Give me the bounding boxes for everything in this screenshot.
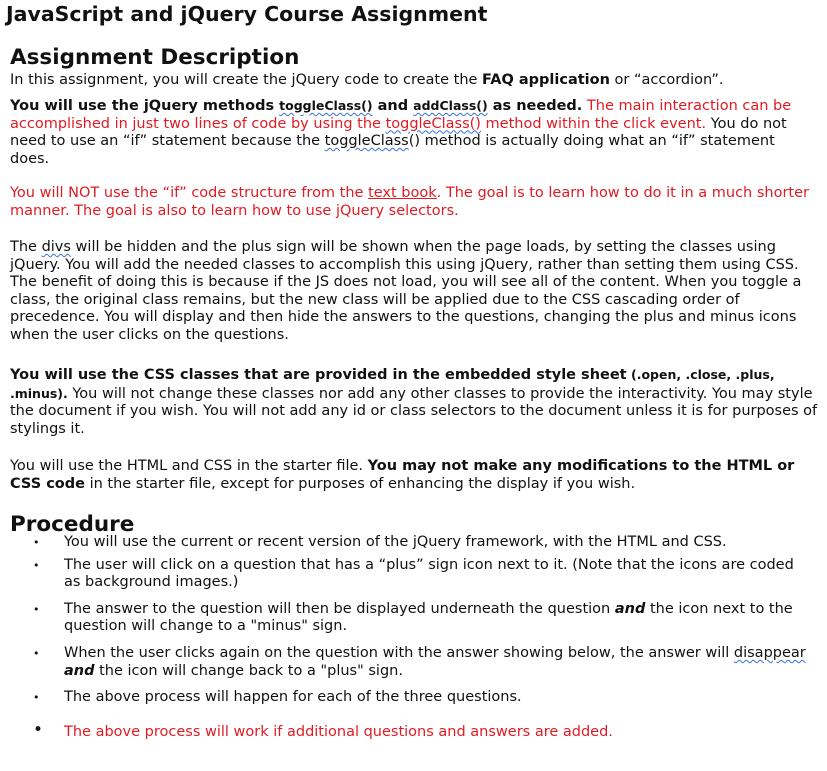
methods-paragraph bbox=[10, 97, 818, 168]
procedure-item-text: The answer to the question will then be displayed underneath the question bbox=[64, 600, 615, 617]
procedure-item-emphasis: and bbox=[614, 600, 646, 617]
procedure-item-text: The above process will happen for each of the three questions. bbox=[64, 689, 522, 706]
toggleclass-method-red: toggleClass() bbox=[385, 115, 481, 132]
document-title: JavaScript and jQuery Course Assignment bbox=[6, 2, 488, 26]
assignment-description-heading: Assignment Description bbox=[10, 45, 300, 70]
procedure-item-text-end: the icon will change back to a "plus" sign. bbox=[94, 662, 403, 679]
no-if-paragraph bbox=[10, 185, 818, 220]
divs-word: divs bbox=[41, 239, 71, 255]
css-classes-paragraph bbox=[10, 366, 818, 438]
divs-text-start: The bbox=[10, 239, 42, 255]
intro-paragraph bbox=[10, 72, 818, 90]
methods-bold-and: and bbox=[372, 98, 414, 114]
procedure-list bbox=[24, 534, 814, 741]
procedure-item-text: The above process will work if additional questions and answers are added. bbox=[64, 723, 613, 740]
starter-file-text-end: in the starter file, except for purposes of enhancing the display if you wish. bbox=[84, 475, 636, 492]
css-classes-list: (.open, .close, .plus, .minus). bbox=[10, 367, 775, 401]
procedure-item-emphasis: and bbox=[64, 662, 95, 679]
methods-red-end: method within the click event. bbox=[480, 115, 707, 132]
procedure-item bbox=[24, 557, 814, 592]
methods-note-end: () method is actually doing what an “if” statement does. bbox=[10, 133, 775, 167]
css-classes-bold-text: You will use the CSS classes that are provided in the embedded style sheet bbox=[10, 367, 627, 383]
starter-file-text: You will use the HTML and CSS in the starter file. bbox=[10, 458, 368, 474]
no-modifications-text: You may not make any modifications to the HTML or CSS code bbox=[10, 458, 795, 492]
methods-bold-text: You will use the jQuery methods bbox=[10, 98, 280, 114]
disappear-word: disappear bbox=[733, 644, 806, 661]
procedure-item bbox=[24, 689, 814, 707]
toggleclass-method: toggleClass() bbox=[279, 98, 373, 113]
starter-file-paragraph bbox=[10, 458, 818, 493]
addclass-method: addClass() bbox=[413, 98, 488, 113]
methods-note: You do not need to use an “if” statement because the bbox=[10, 115, 787, 150]
procedure-item bbox=[24, 724, 814, 742]
procedure-item-text-end: the icon next to the question will change to a "minus" sign. bbox=[64, 600, 793, 635]
intro-text: In this assignment, you will create the jQuery code to create the bbox=[10, 72, 483, 88]
procedure-item-text: When the user clicks again on the question with the answer showing below, the answer will bbox=[64, 644, 734, 661]
methods-bold-end: as needed. bbox=[487, 98, 583, 114]
procedure-item-text: The user will click on a question that has a “plus” sign icon next to it. (Note that the icons are coded as background images.) bbox=[64, 556, 794, 591]
faq-application-text: FAQ application bbox=[482, 72, 610, 88]
toggleclass-method-note: toggleClass bbox=[324, 133, 409, 150]
procedure-item bbox=[24, 534, 814, 552]
divs-text: will be hidden and the plus sign will be shown when the page loads, by setting the classes using jQuery. You will add the needed classes to accomplish this using jQuery, rather than setting them using CSS. The benefit of doing this is because if the JS does not load, you will see all of the content. When you toggle a class, the original class remains, but the new class will be applied due to the CSS cascading order of precedence. You will display and then hide the answers to the questions, changing the plus and minus icons when the user clicks on the questions. bbox=[10, 239, 802, 343]
no-if-text-end: . The goal is to learn how to do it in a much shorter manner. The goal is also to learn how to use jQuery selectors. bbox=[10, 185, 810, 219]
no-if-text: You will NOT use the “if” code structure from the bbox=[10, 185, 369, 201]
intro-text-end: or “accordion”. bbox=[609, 72, 724, 88]
procedure-item bbox=[24, 645, 814, 680]
text-book-link[interactable]: text book bbox=[368, 185, 437, 201]
divs-paragraph bbox=[10, 239, 818, 345]
procedure-item-text: You will use the current or recent version of the jQuery framework, with the HTML and CSS. bbox=[64, 534, 727, 550]
procedure-item bbox=[24, 601, 814, 636]
methods-red-text: The main interaction can be accomplished in just two lines of code by using the bbox=[10, 98, 792, 132]
css-classes-text: You will not change these classes nor add any other classes to provide the interactivity. You may style the document if you wish. You will not add any id or class selectors to the document unless it is for purposes of stylings it. bbox=[10, 385, 818, 437]
procedure-heading: Procedure bbox=[10, 512, 135, 537]
